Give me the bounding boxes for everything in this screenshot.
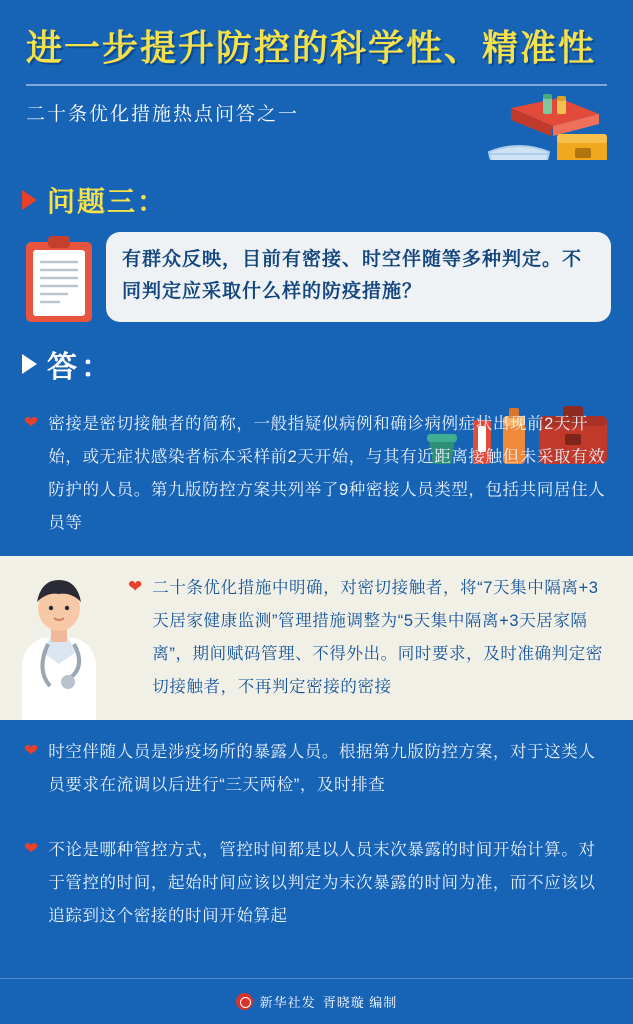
title-divider [26, 84, 607, 86]
answer-text: 二十条优化措施中明确，对密切接触者，将“7天集中隔离+3天居家健康监测”管理措施调整为“5天集中隔离+3天居家隔离”，期间赋码管理、不得外出。同时要求，及时准确判定密切接触者，不再判定密接的密接 [152, 579, 603, 696]
triangle-marker-icon [22, 354, 37, 374]
question-body [22, 232, 611, 324]
question-area [0, 160, 633, 386]
heart-icon: ❤ [24, 741, 39, 760]
footer-credit: 胥晓璇 编制 [322, 995, 398, 1010]
question-label: 问题三： [47, 186, 168, 217]
heart-icon: ❤ [128, 577, 143, 596]
answer-label-row [22, 342, 611, 386]
poster-footer [0, 978, 633, 1024]
answer-label: 答： [47, 351, 115, 384]
page-title: 进一步提升防控的科学性、精准性 [26, 27, 597, 68]
answer-text: 密接是密切接触者的简称，一般指疑似病例和确诊病例症状出现前2天开始，或无症状感染者标本采样前2天开始，与其有近距离接触但未采取有效防护的人员。第九版防控方案共列举了9种密接人员类型，包括共同居住人员等 [48, 415, 606, 532]
list-item [0, 556, 633, 720]
question-label-row [22, 180, 611, 220]
agency-logo-icon [236, 993, 253, 1010]
question-text: 有群众反映，目前有密接、时空伴随等多种判定。不同判定应采取什么样的防疫措施？ [106, 232, 611, 322]
list-item [0, 818, 633, 949]
footer-source: 新华社发 [259, 995, 316, 1010]
doctor-illustration-icon [4, 572, 114, 720]
list-item [0, 720, 633, 818]
answer-text: 不论是哪种管控方式，管控时间都是以人员末次暴露的时间开始计算。对于管控的时间，起始时间应该以判定为末次暴露的时间为准，而不应该以追踪到这个密接的时间开始算起 [48, 841, 596, 925]
heart-icon: ❤ [24, 413, 39, 432]
heart-icon: ❤ [24, 839, 39, 858]
triangle-marker-icon [22, 190, 37, 210]
answer-list [0, 392, 633, 953]
answer-text: 时空伴随人员是涉疫场所的暴露人员。根据第九版防控方案，对于这类人员要求在流调以后进行“三天两检”，及时排查 [48, 743, 596, 794]
list-item [0, 392, 633, 556]
clipboard-icon [22, 236, 96, 324]
page-subtitle: 二十条优化措施热点问答之一 [26, 104, 300, 125]
poster-header [0, 0, 633, 160]
